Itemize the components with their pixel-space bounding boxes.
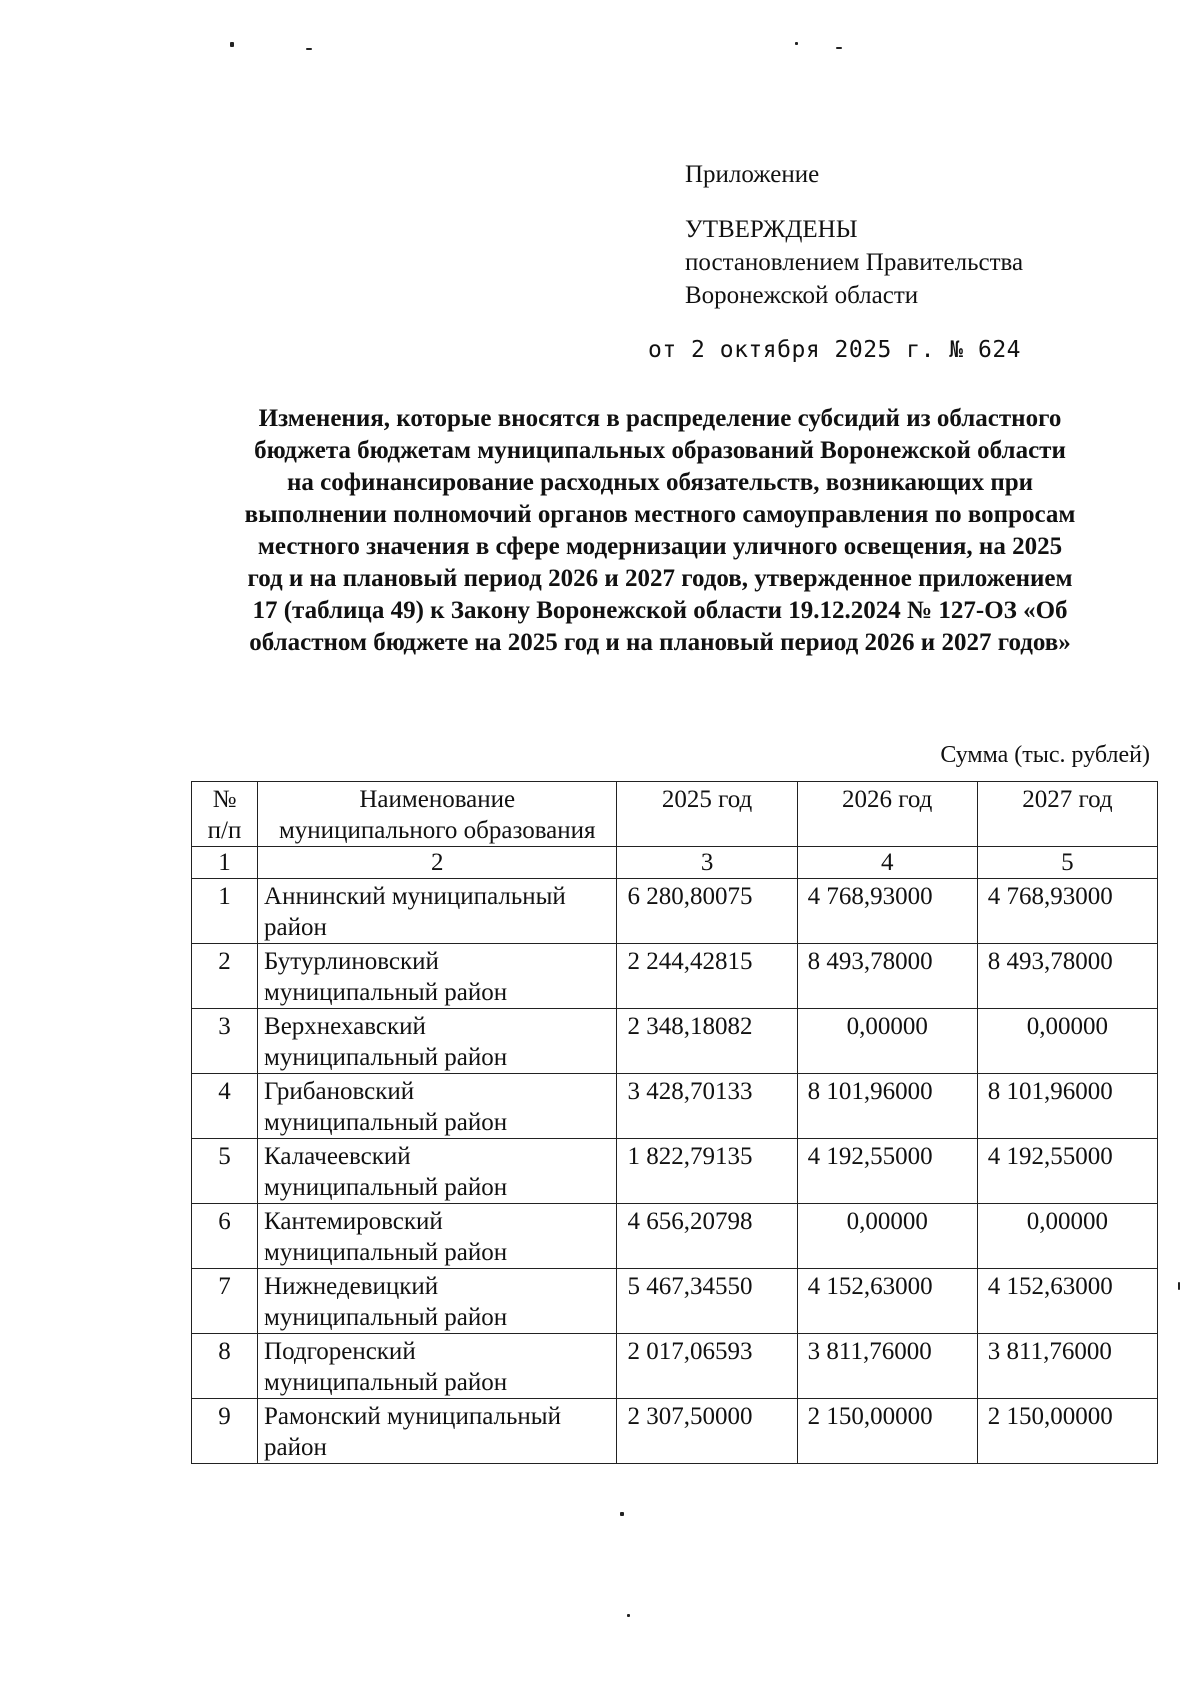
scan-speck: [627, 1614, 630, 1617]
row-name-line: Рамонский муниципальный: [264, 1403, 561, 1430]
row-2025: 2 348,18082: [617, 1009, 797, 1074]
row-2025: 2 244,42815: [617, 944, 797, 1009]
row-2026: 4 152,63000: [797, 1269, 977, 1334]
table-row: [192, 1009, 1158, 1074]
title-line: на софинансирование расходных обязательств, возникающих при: [286, 469, 1034, 496]
row-name-line: Грибановский: [264, 1078, 415, 1105]
row-2027: 8 493,78000: [977, 944, 1157, 1009]
title-line: бюджета бюджетам муниципальных образований Воронежской области: [254, 437, 1066, 464]
row-num: 9: [192, 1399, 258, 1464]
row-2027: 4 152,63000: [977, 1269, 1157, 1334]
row-name-line: район: [264, 1434, 327, 1461]
column-index: 5: [977, 847, 1157, 879]
table-header-row: [192, 782, 1158, 847]
row-2026: 4 768,93000: [797, 879, 977, 944]
row-name-line: муниципальный район: [264, 979, 508, 1006]
approved-label: УТВЕРЖДЕНЫ: [685, 216, 858, 243]
row-2026: 0,00000: [797, 1204, 977, 1269]
row-num: 4: [192, 1074, 258, 1139]
row-2027: 0,00000: [977, 1204, 1157, 1269]
row-num: 3: [192, 1009, 258, 1074]
row-2027: 2 150,00000: [977, 1399, 1157, 1464]
title-line: местного значения в сфере модернизации уличного освещения, на 2025: [257, 533, 1063, 560]
row-name-line: Подгоренский: [264, 1338, 416, 1365]
row-name: [258, 1074, 617, 1139]
header-2026: 2026 год: [797, 782, 977, 847]
row-num: 1: [192, 879, 258, 944]
row-name: [258, 1009, 617, 1074]
row-name-line: муниципальный район: [264, 1109, 508, 1136]
approved-by-line: постановлением Правительства: [685, 249, 1024, 276]
table-row: [192, 1074, 1158, 1139]
row-name-line: муниципальный район: [264, 1174, 508, 1201]
row-name: [258, 879, 617, 944]
unit-note: Сумма (тыс. рублей): [940, 742, 1150, 768]
row-num: 5: [192, 1139, 258, 1204]
approval-block: [685, 158, 1023, 312]
row-num: 7: [192, 1269, 258, 1334]
header-num-line: №: [212, 786, 237, 813]
row-2026: 4 192,55000: [797, 1139, 977, 1204]
title-line: год и на плановый период 2026 и 2027 годов, утвержденное приложением: [247, 565, 1073, 592]
table-row: [192, 879, 1158, 944]
scan-speck: [1178, 1282, 1180, 1290]
row-2027: 4 768,93000: [977, 879, 1157, 944]
scan-speck: [620, 1512, 624, 1516]
row-name-line: муниципальный район: [264, 1239, 508, 1266]
header-2027: 2027 год: [977, 782, 1157, 847]
column-index: 3: [617, 847, 797, 879]
table-row: [192, 1334, 1158, 1399]
row-2026: 0,00000: [797, 1009, 977, 1074]
row-name-line: Калачеевский: [264, 1143, 411, 1170]
row-name-line: Нижнедевицкий: [264, 1273, 439, 1300]
row-name-line: Кантемировский: [264, 1208, 443, 1235]
decree-date-number: от 2 октября 2025 г. № 624: [648, 337, 1022, 363]
row-name-line: Аннинский муниципальный: [264, 883, 566, 910]
subsidies-table: [191, 781, 1158, 1464]
appendix-label: Приложение: [685, 161, 820, 188]
row-2025: 2 307,50000: [617, 1399, 797, 1464]
row-2027: 4 192,55000: [977, 1139, 1157, 1204]
row-name-line: Бутурлиновский: [264, 948, 439, 975]
table-row: [192, 1269, 1158, 1334]
header-name: [258, 782, 617, 847]
header-name-line: Наименование: [359, 786, 516, 813]
scan-speck: [836, 47, 842, 49]
row-name: [258, 1334, 617, 1399]
row-2026: 8 493,78000: [797, 944, 977, 1009]
title-line: выполнении полномочий органов местного самоуправления по вопросам: [244, 501, 1076, 528]
title-line: Изменения, которые вносятся в распределение субсидий из областного: [258, 405, 1062, 432]
column-index: 4: [797, 847, 977, 879]
column-index: 2: [258, 847, 617, 879]
row-2025: 1 822,79135: [617, 1139, 797, 1204]
row-2025: 6 280,80075: [617, 879, 797, 944]
row-2025: 2 017,06593: [617, 1334, 797, 1399]
row-2025: 3 428,70133: [617, 1074, 797, 1139]
row-2025: 4 656,20798: [617, 1204, 797, 1269]
row-name-line: муниципальный район: [264, 1304, 508, 1331]
header-num-line: п/п: [207, 817, 242, 844]
row-name: [258, 1399, 617, 1464]
scan-speck: [230, 42, 234, 47]
row-2027: 3 811,76000: [977, 1334, 1157, 1399]
header-2025: 2025 год: [617, 782, 797, 847]
header-num: [192, 782, 258, 847]
row-2026: 3 811,76000: [797, 1334, 977, 1399]
table-row: [192, 944, 1158, 1009]
scan-speck: [795, 42, 798, 45]
row-num: 2: [192, 944, 258, 1009]
table-row: [192, 1204, 1158, 1269]
row-2027: 8 101,96000: [977, 1074, 1157, 1139]
column-index: 1: [192, 847, 258, 879]
row-2025: 5 467,34550: [617, 1269, 797, 1334]
row-name: [258, 1139, 617, 1204]
approved-by-line: Воронежской области: [685, 282, 919, 309]
row-num: 6: [192, 1204, 258, 1269]
row-2026: 2 150,00000: [797, 1399, 977, 1464]
row-name: [258, 944, 617, 1009]
title-line: 17 (таблица 49) к Закону Воронежской области 19.12.2024 № 127-ОЗ «Об: [252, 597, 1068, 624]
row-name-line: район: [264, 914, 327, 941]
row-2026: 8 101,96000: [797, 1074, 977, 1139]
row-name: [258, 1204, 617, 1269]
document-title: [140, 403, 1180, 659]
row-name-line: Верхнехавский: [264, 1013, 426, 1040]
title-line: областном бюджете на 2025 год и на плановый период 2026 и 2027 годов»: [249, 629, 1071, 656]
row-name-line: муниципальный район: [264, 1044, 508, 1071]
row-name-line: муниципальный район: [264, 1369, 508, 1396]
row-num: 8: [192, 1334, 258, 1399]
header-name-line: муниципального образования: [278, 817, 596, 844]
table-row: [192, 1399, 1158, 1464]
table-row: [192, 1139, 1158, 1204]
row-2027: 0,00000: [977, 1009, 1157, 1074]
scan-speck: [306, 48, 312, 50]
column-index-row: [192, 847, 1158, 879]
row-name: [258, 1269, 617, 1334]
